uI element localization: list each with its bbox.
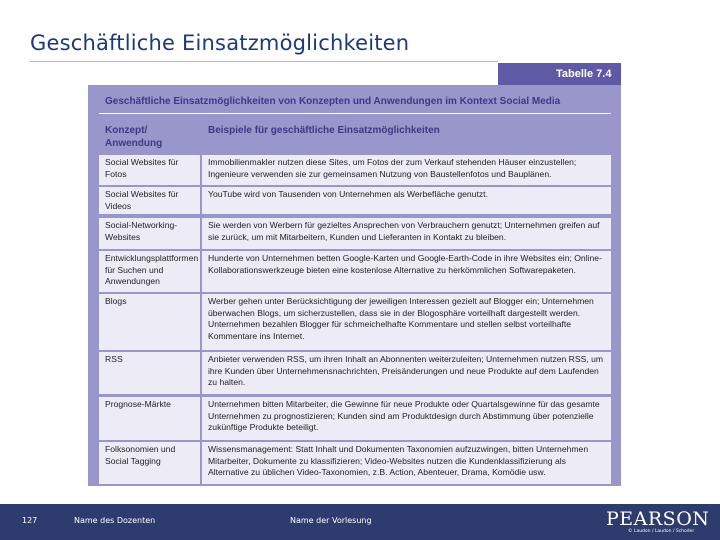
concept-cell: Social-Networking-Websites [99,218,200,249]
example-cell: Sie werden von Werbern für gezieltes Ansprechen von Verbrauchern genutzt; Unternehmen greifen auf sie zurück, um mit Mitarbeitern, Kunden und Lieferanten in Kontakt zu bleiben. [202,218,611,249]
concept-cell: Prognose-Märkte [99,397,200,440]
pearson-logo: PEARSON [606,508,710,530]
concept-cell: Social Websites für Fotos [99,155,200,185]
table-row [99,155,611,185]
concept-cell: RSS [99,352,200,394]
example-cell: Hunderte von Unternehmen betten Google-Karten und Google-Earth-Code in ihre Websites ein; Online-Kollaborationswerkzeuge bieten eine kostenlose Alternative zu herkömmlichen Softwarepaketen. [202,251,611,292]
example-cell: Unternehmen bitten Mitarbeiter, die Gewinne für neue Produkte oder Quartalsgewinne für das gesamte Unternehmen zu prognostizieren; Kunden sind am Produktdesign durch Abstimmung über potenzielle zukünftige Produkte beteiligt. [202,397,611,440]
table-row [99,187,611,214]
table-row [99,294,611,350]
table-caption: Geschäftliche Einsatzmöglichkeiten von Konzepten und Anwendungen im Kontext Social Media [105,96,561,107]
concept-cell: Entwicklungsplattformen für Suchen und Anwendungen [99,251,200,292]
table-row [99,352,611,394]
table-number-badge: Tabelle 7.4 [498,63,621,85]
concept-cell: Blogs [99,294,200,350]
lecturer-name: Name des Dozenten [74,516,156,525]
example-cell: Werber gehen unter Berücksichtigung der jeweiligen Interessen gezielt auf Blogger ein; Unternehmen überwachen Blogs, um sicherzustellen, dass sie in der Blogosphäre vorteilhaft dargestellt werden. Unternehmen bezahlen Blogger für schmeichelhafte Kommentare und stellen selbst vorteilhafte Kommentare ins Internet. [202,294,611,350]
title-rule [30,61,498,62]
table-row [99,251,611,292]
example-cell: YouTube wird von Tausenden von Unternehmen als Werbefläche genutzt. [202,187,611,214]
concept-cell: Social Websites für Videos [99,187,200,214]
table-row [99,218,611,249]
header-concept: Konzept/ Anwendung [105,125,163,149]
authors-credit: © Laudon / Laudon / Schoder [628,529,695,534]
caption-divider [99,113,611,114]
table-row [99,397,611,440]
slide-title: Geschäftliche Einsatzmöglichkeiten [30,31,410,55]
concept-cell: Folksonomien und Social Tagging [99,442,200,484]
table-row [99,442,611,484]
lecture-name: Name der Vorlesung [290,516,372,525]
example-cell: Immobilienmakler nutzen diese Sites, um Fotos der zum Verkauf stehenden Häuser einzustellen; Ingenieure verwenden sie zur gemeinsamen Nutzung von Baustellenfotos und Bauplänen. [202,155,611,185]
header-examples: Beispiele für geschäftliche Einsatzmöglichkeiten [208,125,440,136]
page-number: 127 [22,516,38,525]
example-cell: Wissensmanagement: Statt Inhalt und Dokumenten Taxonomien aufzuzwingen, bitten Unternehmen Mitarbeiter, Dokumente zu klassifizieren; Video-Websites nutzen die Kundenklassifizierung als Alternative zu üblichen Video-Taxonomien, z.B. Action, Abenteuer, Drama, Komödie usw. [202,442,611,484]
example-cell: Anbieter verwenden RSS, um ihren Inhalt an Abonnenten weiterzuleiten; Unternehmen nutzen RSS, um ihre Kunden über Unternehmensnachrichten, Preisänderungen und neue Produkte auf dem Laufenden zu halten. [202,352,611,394]
